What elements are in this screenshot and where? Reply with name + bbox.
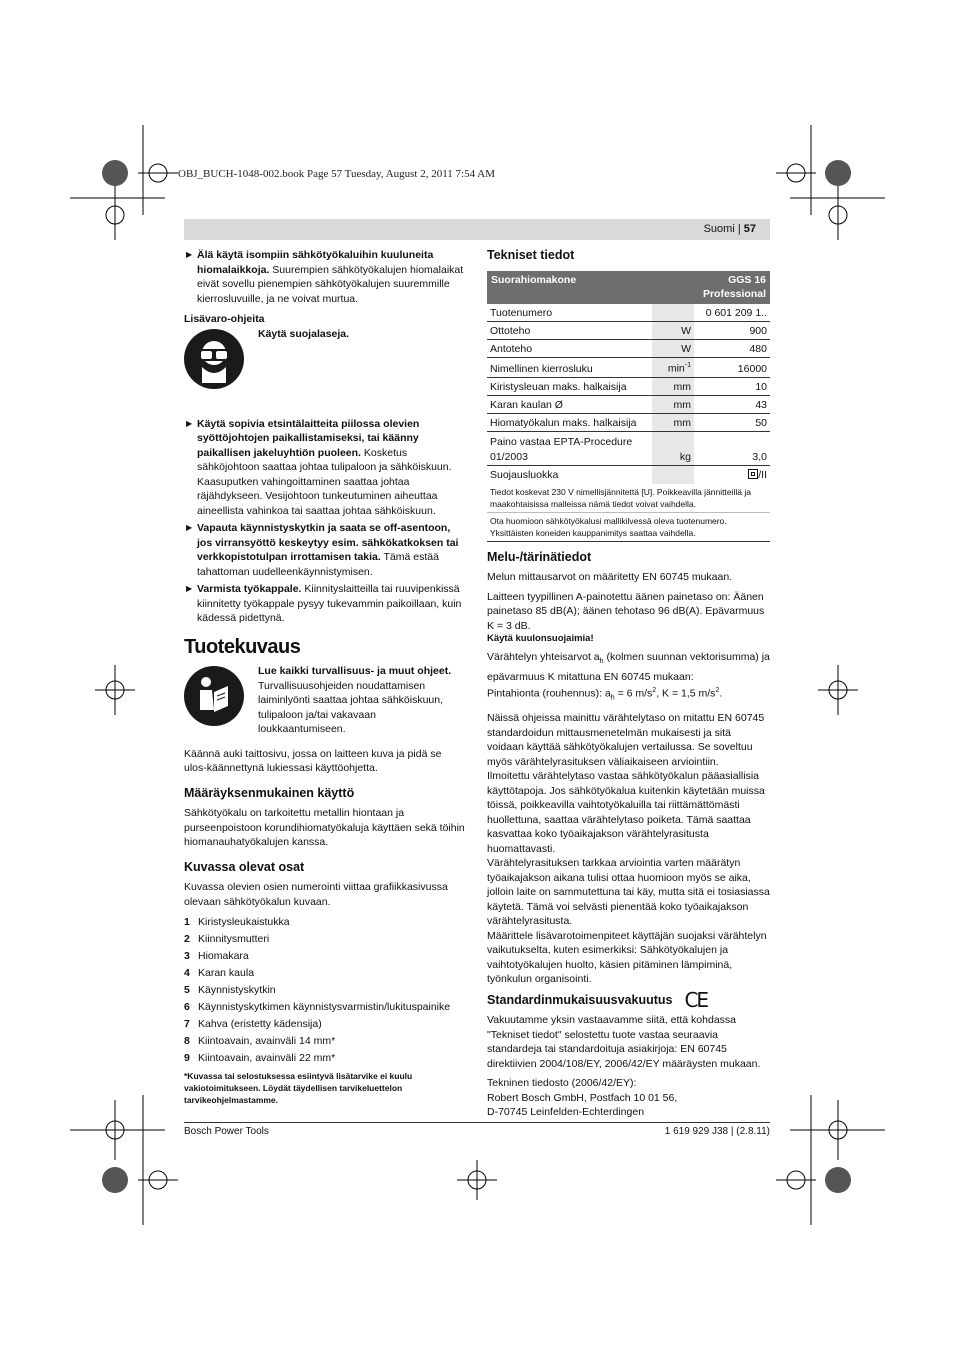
vib-text: . — [719, 687, 723, 700]
part-number: 7 — [184, 1018, 190, 1030]
right-column — [487, 248, 770, 1120]
table-row — [487, 396, 770, 414]
parts-heading: Kuvassa olevat osat — [184, 859, 305, 874]
vib-text: Värähtelyn yhteisarvot a — [487, 651, 600, 663]
vibration-text-1 — [487, 650, 770, 684]
part-label: Kiintoavain, avainväli 14 mm* — [198, 1035, 336, 1047]
row-value: 16000 — [694, 358, 770, 378]
protection-class-icon — [748, 469, 758, 479]
read-manual-icon — [184, 666, 244, 726]
list-item — [184, 932, 466, 947]
intended-use-text: Sähkötyökalu on tarkoitettu metallin hiontaan ja purseenpoistoon korundihiomatyökaluja käyttäen sekä töihin hiomanauhatyökalujen kanssa. — [184, 807, 465, 848]
row-unit: mm — [652, 378, 694, 396]
part-label: Kahva (eristetty kädensija) — [198, 1018, 322, 1030]
additional-warnings-title: Lisävaro-ohjeita — [184, 313, 265, 325]
row-unit: $\min^{-1}$ — [652, 358, 694, 378]
bullet-bold: Vapauta käynnistyskytkin ja saata se off-asentoon, jos virransyöttö keskeytyy esim. sähkökatkoksen tai verkkopistotulpan irrottamisen takia. — [197, 522, 459, 563]
row-value: 0 601 209 1.. — [694, 304, 770, 322]
part-label: Käynnistyskytkin — [198, 984, 276, 996]
bullet-triangle-icon: ▶ — [186, 523, 193, 532]
tech-data-table — [487, 271, 770, 542]
part-number: 3 — [184, 950, 190, 962]
list-item — [184, 1051, 466, 1066]
model-name: GGS 16 — [728, 273, 766, 286]
table-note-row — [487, 484, 770, 513]
bullet-detectors — [184, 417, 466, 519]
part-label: Kiristysleukaistukka — [198, 916, 290, 928]
ce-mark-icon: CE — [684, 987, 708, 1012]
vib-text: = 6 m/s — [614, 687, 653, 700]
protection-class-value: /II — [758, 469, 767, 481]
list-item — [184, 966, 466, 981]
parts-intro: Kuvassa olevien osien numerointi viittaa grafiikkasivussa olevaan sähkötyökalun kuvaan. — [184, 881, 448, 908]
vib-text: Pintahionta (rouhennus): a — [487, 687, 611, 700]
bullet-text: Suurempien sähkötyökalujen hiomalaikat eivät sovellu pienempien sähkötyökalujen suuremmille kierrosluvuille, ja ne voivat murtua. — [197, 263, 464, 305]
bullet-grinding-discs — [184, 248, 466, 306]
row-label: Antoteho — [487, 340, 652, 358]
row-value: 43 — [694, 396, 770, 414]
vib-sub: h — [599, 658, 604, 666]
list-item — [184, 983, 466, 998]
book-slug: OBJ_BUCH-1048-002.book Page 57 Tuesday, August 2, 2011 7:54 AM — [178, 168, 495, 180]
footer-rule — [184, 1122, 770, 1123]
goggles-block — [184, 327, 466, 417]
part-number: 8 — [184, 1035, 190, 1047]
left-column — [184, 248, 466, 1106]
row-unit: kg — [652, 432, 694, 466]
row-label: Paino vastaa EPTA-Procedure 01/2003 — [487, 432, 652, 466]
bullet-text: Tämä estää tahattoman uudelleenkäynnistymisen. — [197, 551, 439, 578]
conformity-text: Vakuutamme yksin vastaavamme siitä, että kohdassa "Tekniset tiedot" selostettu tuote vastaa seuraavia standardeja tai standardoituja asiakirjoja: EN 60745 direktiivien 2004/108/EY, 2006/42/EY määräysten mukaan. — [487, 1014, 761, 1070]
bullet-release-switch — [184, 521, 466, 579]
row-label: Karan kaulan Ø — [487, 396, 652, 414]
header-bar — [184, 219, 770, 240]
conformity-heading: Standardinmukaisuusvakuutus — [487, 992, 673, 1007]
table-header-model — [694, 271, 770, 304]
row-unit — [652, 304, 694, 322]
header-separator: | — [737, 223, 741, 235]
table-row — [487, 340, 770, 358]
table-row — [487, 414, 770, 432]
tech-file-label: Tekninen tiedosto (2006/42/EY): — [487, 1077, 637, 1090]
parts-list — [184, 915, 466, 1066]
vibration-text-4: Ilmoitettu värähtelytaso vastaa sähkötyökalun pääasiallisia käyttötapoja. Jos sähkötyökalua kuitenkin käytetään muissa töissä, poikkeavilla vaihtotyökaluilla tai riittämättömästi huollettuna, saattaa värähtelytaso poiketa. Tämä saattaa kasvattaa koko työaikajakson värähtelyrasitusta huomattavasti. — [487, 770, 765, 855]
row-value: 10 — [694, 378, 770, 396]
part-number: 9 — [184, 1052, 190, 1064]
table-row — [487, 322, 770, 340]
bullet-bold: Käytä sopivia etsintälaitteita piilossa olevien syöttöjohtojen paikallistamiseksi, tai käänny paikallisen jakeluyhtiön puoleen. — [197, 417, 420, 459]
part-number: 5 — [184, 984, 190, 996]
read-text: Turvallisuusohjeiden noudattamisen laiminlyönti saattaa johtaa sähköiskuun, tulipaloon ja/tai vakavaan loukkaantumiseen. — [258, 679, 444, 735]
row-unit — [652, 466, 694, 484]
bullet-secure-workpiece — [184, 582, 466, 626]
vib-text: (kolmen suunnan vektorisumma) ja epävarmuus K mitattuna EN 60745 mukaan: — [487, 651, 770, 683]
bullet-bold: Älä käytä isompiin sähkötyökaluihin kuuluneita hiomalaikkoja. — [197, 249, 434, 276]
vib-text: , K = 1,5 m/s — [656, 687, 716, 700]
row-unit: W — [652, 340, 694, 358]
list-item — [184, 915, 466, 930]
list-item — [184, 1000, 466, 1015]
goggles-label: Käytä suojalaseja. — [258, 327, 350, 340]
bullet-bold: Varmista työkappale. — [197, 583, 302, 595]
tech-data-heading: Tekniset tiedot — [487, 248, 575, 262]
company-address-2: D-70745 Leinfelden-Echterdingen — [487, 1106, 645, 1119]
table-row — [487, 432, 770, 466]
row-value: 480 — [694, 340, 770, 358]
model-line: Professional — [702, 288, 766, 300]
table-row — [487, 378, 770, 396]
section-name: Suomi — [703, 223, 735, 235]
part-label: Käynnistyskytkimen käynnistysvarmistin/lukituspainike — [198, 1001, 451, 1013]
row-label: Suojausluokka — [490, 469, 559, 481]
footer-left: Bosch Power Tools — [184, 1126, 269, 1137]
bullet-triangle-icon: ▶ — [186, 584, 193, 593]
row-label: Nimellinen kierrosluku — [487, 358, 652, 378]
table-row — [487, 358, 770, 378]
vib-sup: 2 — [652, 687, 657, 695]
page-header — [704, 223, 756, 235]
safety-goggles-icon — [184, 329, 244, 389]
table-header-model-type: Suorahiomakone — [487, 271, 694, 304]
row-label: Ottoteho — [487, 322, 652, 340]
part-label: Karan kaula — [198, 967, 255, 979]
table-row — [487, 304, 770, 322]
row-unit: mm — [652, 396, 694, 414]
page-number: 57 — [743, 223, 756, 235]
accessory-footnote: *Kuvassa tai selostuksessa esiintyvä lisätarvike ei kuulu vakiotoimitukseen. Löydät täydellisen tarvikeluettelon tarvikeohjelmastamme. — [184, 1070, 413, 1105]
bullet-triangle-icon: ▶ — [186, 250, 193, 259]
noise-text-1: Melun mittausarvot on määritetty EN 60745 mukaan. — [487, 571, 733, 583]
vib-sub: h — [610, 694, 615, 702]
vibration-text-3: Näissä ohjeissa mainittu värähtelytaso on mitattu EN 60745 standardoidun mittausmenetelmän mukaisesti ja sitä voidaan käyttää sähkötyökalujen vertailussa. Se soveltuu myös värähtelyrasituksen väliaikaiseen arviointiin. — [487, 712, 765, 768]
hearing-protection-note: Käytä kuulonsuojaimia! — [487, 633, 594, 644]
table-header-row — [487, 271, 770, 304]
vib-sup: 2 — [715, 687, 720, 695]
read-bold: Lue kaikki turvallisuus- ja muut ohjeet. — [258, 665, 452, 677]
table-note: Tiedot koskevat 230 V nimellisjännitettä [U]. Poikkeavilla jännitteillä ja maakohtaisissa malleissa nämä tiedot voivat vaihdella. — [487, 484, 770, 513]
row-label: Kiristysleuan maks. halkaisija — [487, 378, 652, 396]
row-label: Tuotenumero — [487, 304, 652, 322]
bullet-triangle-icon: ▶ — [186, 418, 193, 428]
product-description-heading: Tuotekuvaus — [184, 635, 301, 658]
fold-out-text: Käännä auki taittosivu, jossa on laitteen kuva ja pidä se ulos-käännettynä lukiessasi käyttöohjetta. — [184, 747, 442, 774]
footer-right: 1 619 929 J38 | (2.8.11) — [664, 1126, 770, 1137]
row-value — [694, 466, 770, 484]
part-label: Hiomakara — [198, 950, 249, 962]
bullet-text: Kosketus sähköjohtoon saattaa johtaa tulipaloon ja sähköiskuun. Kaasuputken vahingoittaminen saattaa johtaa räjähdykseen. Vesijohtoon tunkeutuminen aiheuttaa aineellista vahinkoa tai saattaa johtaa sähköiskuun. — [197, 446, 452, 517]
list-item — [184, 1034, 466, 1049]
part-number: 2 — [184, 933, 190, 945]
vibration-text-6: Määrittele lisävarotoimenpiteet käyttäjän suojaksi värähtelyn vaikutukselta, kuten esimerkiksi: Sähkötyökalujen ja vaihtotyökalujen huolto, käsien pitäminen lämpiminä, työnkulun organisointi. — [487, 929, 767, 986]
bullet-text: Kiinnityslaitteilla tai ruuvipenkissä kiinnitetty työkappale pysyy tukevammin paikoillaan, kuin kädessä pidettynä. — [197, 583, 462, 624]
intended-use-heading: Määräyksenmukainen käyttö — [184, 785, 355, 800]
row-value: 50 — [694, 414, 770, 432]
table-note-row — [487, 512, 770, 541]
table-note: Ota huomioon sähkötyökalusi mallikilvessä oleva tuotenumero. Yksittäisten koneiden kauppanimitys saattaa vaihdella. — [487, 512, 770, 541]
part-number: 6 — [184, 1001, 190, 1013]
part-number: 1 — [184, 916, 190, 928]
conformity-heading-row — [487, 987, 770, 1012]
row-unit: W — [652, 322, 694, 340]
part-number: 4 — [184, 967, 190, 979]
list-item — [184, 1017, 466, 1032]
vibration-text-5: Värähtelyrasituksen tarkkaa arviointia varten määrätyn työaikajakson aikana tulisi ottaa huomioon myös se aika, jolloin laite on sammutettuna tai käy, mutta sitä ei tosiasiassa käytetä. Tämä voi selvästi pienentää koko työaikajakson värähtelyrasitusta. — [487, 857, 770, 928]
vibration-value — [487, 684, 770, 706]
company-address-1: Robert Bosch GmbH, Postfach 10 01 56, — [487, 1091, 678, 1104]
part-label: Kiinnitysmutteri — [198, 933, 270, 945]
table-row — [487, 466, 770, 484]
noise-text-2: Laitteen tyypillinen A-painotettu äänen painetaso on: Äänen painetaso 85 dB(A); äänen tehotaso 96 dB(A). Epävarmuus K = 3 dB. — [487, 590, 765, 632]
part-label: Kiintoavain, avainväli 22 mm* — [198, 1052, 336, 1064]
noise-heading: Melu-/tärinätiedot — [487, 549, 592, 564]
row-unit: mm — [652, 414, 694, 432]
list-item — [184, 949, 466, 964]
row-label: Hiomatyökalun maks. halkaisija — [487, 414, 652, 432]
read-instructions-block — [184, 664, 466, 737]
row-value: 3,0 — [694, 432, 770, 466]
row-value: 900 — [694, 322, 770, 340]
